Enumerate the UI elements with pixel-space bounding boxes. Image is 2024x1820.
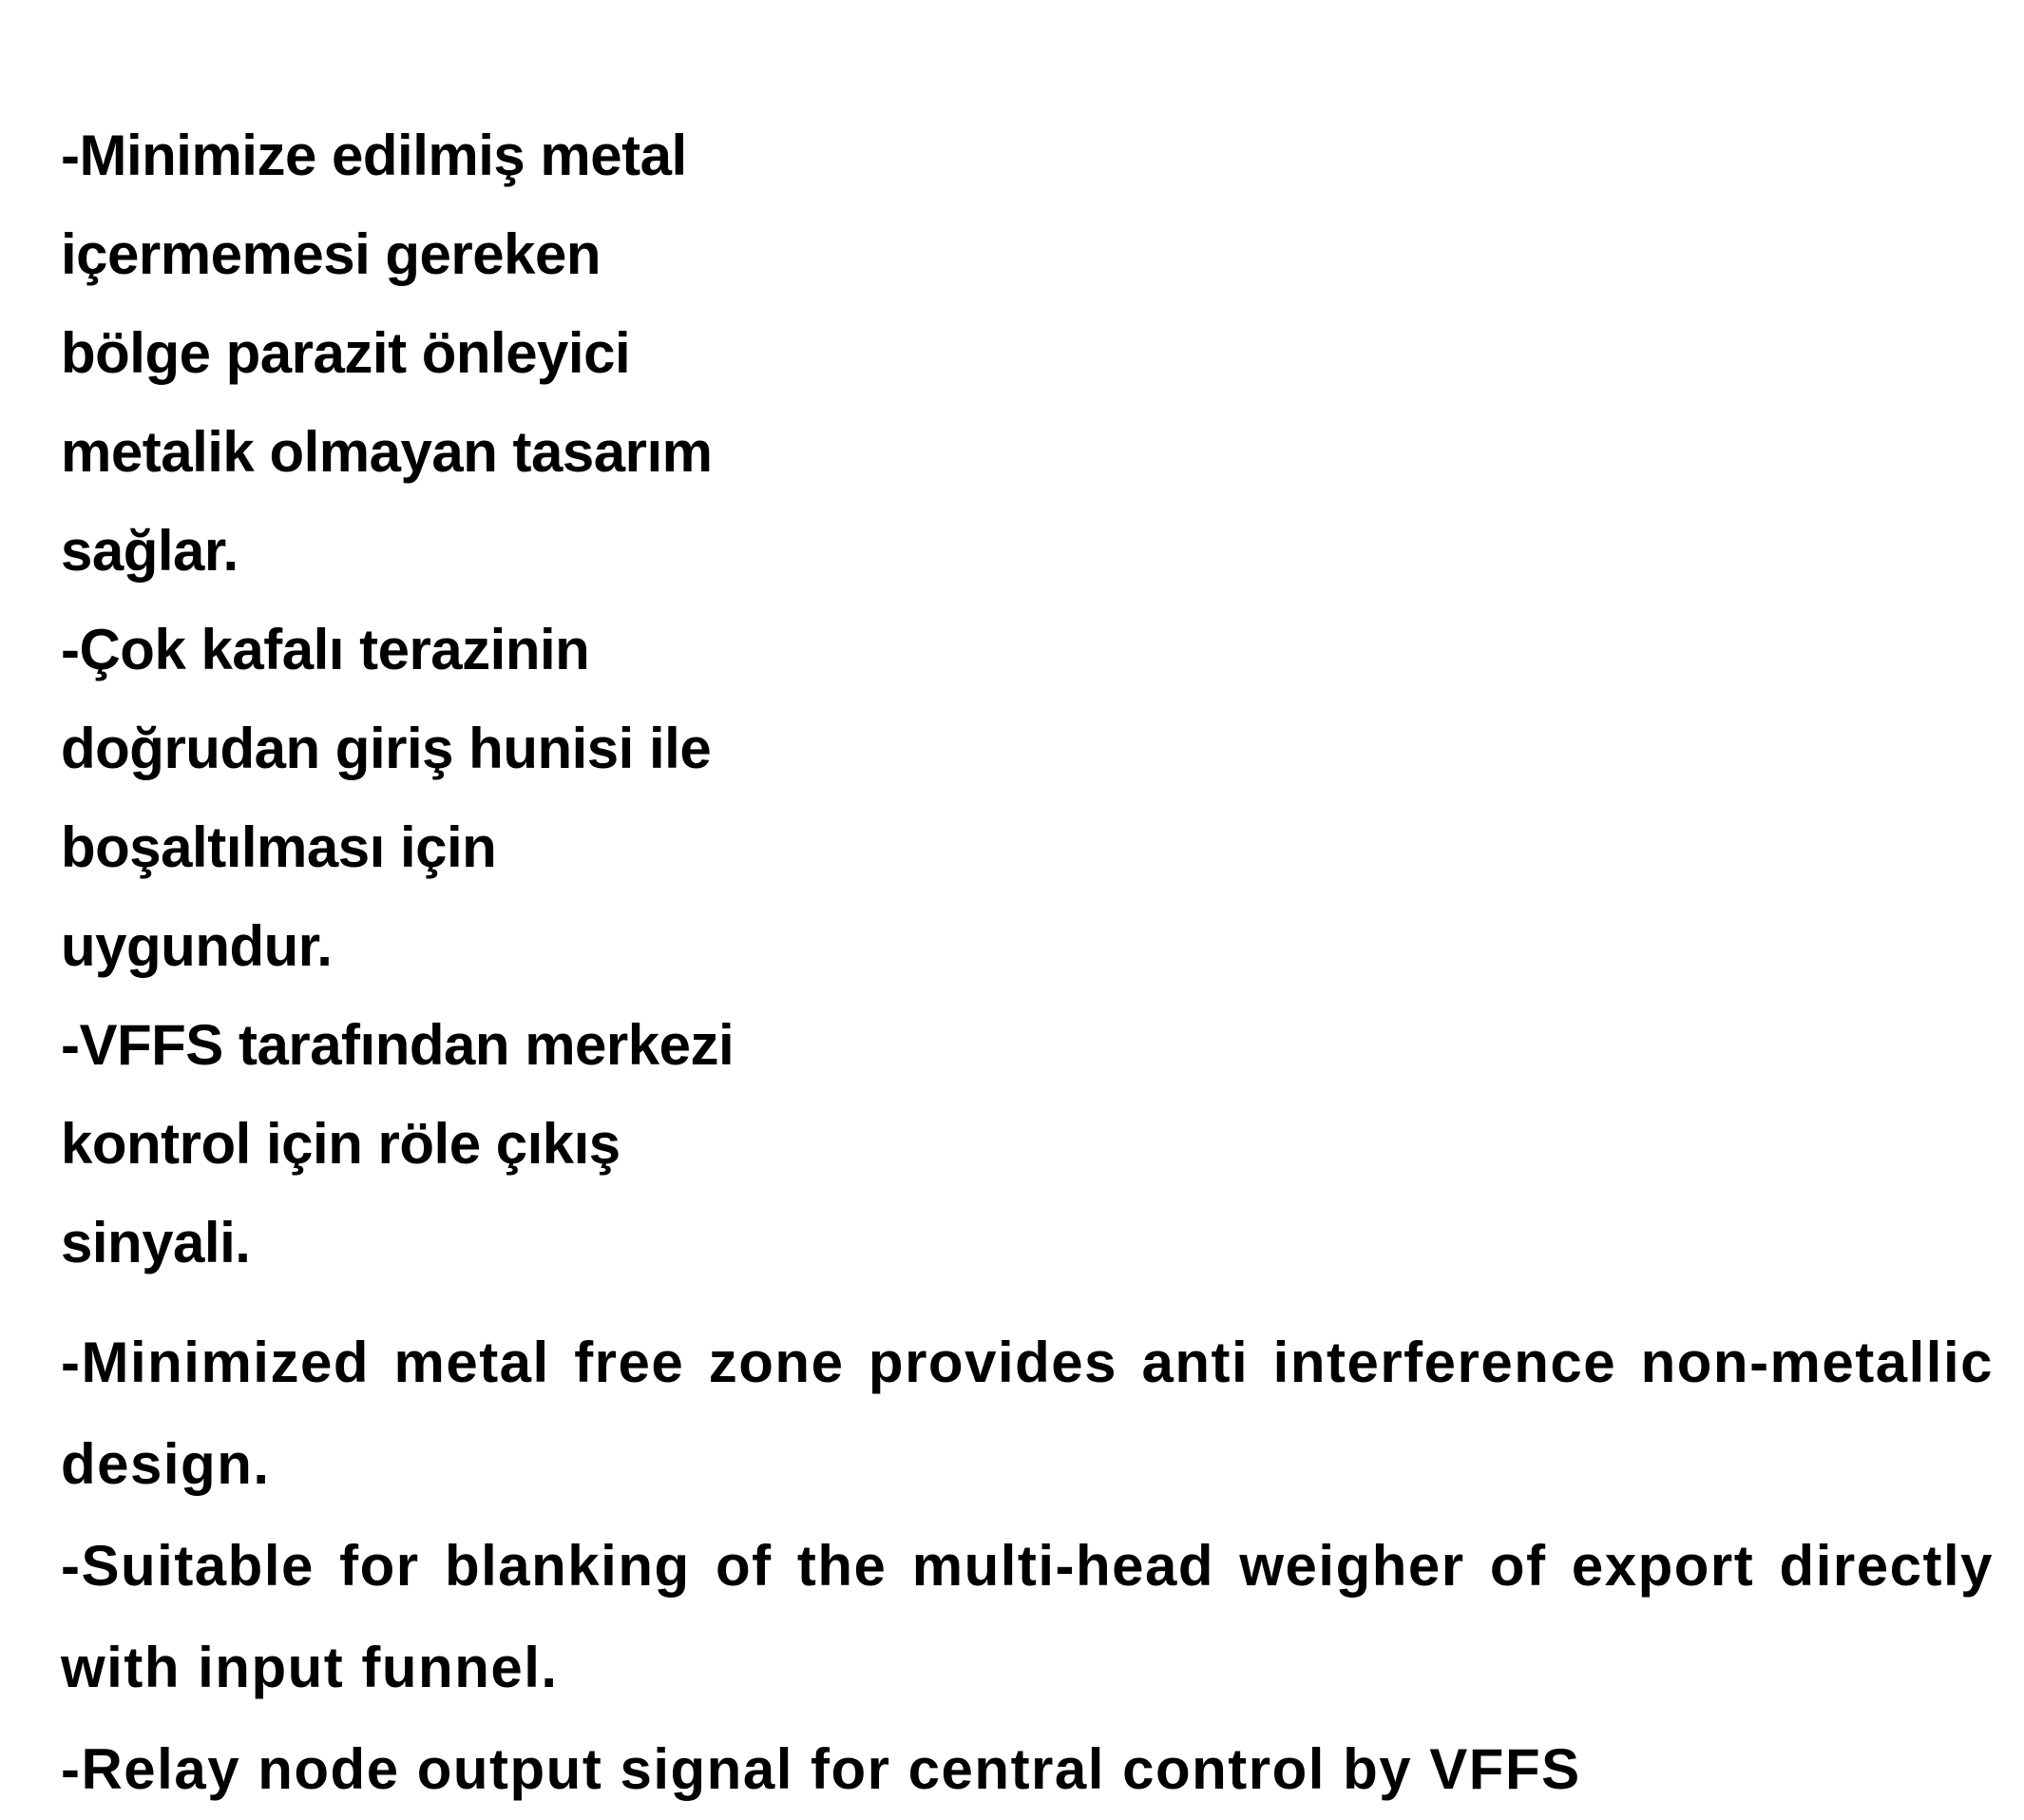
- turkish-line: metalik olmayan tasarım: [61, 420, 713, 484]
- english-feature-paragraph: -Suitable for blanking of the multi-head weigher of export directly with input funnel.: [61, 1534, 1994, 1699]
- turkish-feature-list: [61, 106, 1011, 1293]
- turkish-line: -Minimize edilmiş metal: [61, 124, 687, 187]
- english-feature-list: [61, 1312, 1994, 1820]
- english-feature-paragraph: -Minimized metal free zone provides anti interference non-metallic design.: [61, 1331, 1994, 1496]
- turkish-line: -VFFS tarafından merkezi: [61, 1013, 735, 1077]
- turkish-line: boşaltılması için: [61, 815, 497, 879]
- turkish-line: sinyali.: [61, 1211, 251, 1274]
- turkish-line: sağlar.: [61, 519, 239, 583]
- turkish-line: -Çok kafalı terazinin: [61, 618, 590, 681]
- turkish-line: uygundur.: [61, 914, 333, 978]
- turkish-line: kontrol için röle çıkış: [61, 1112, 621, 1176]
- turkish-line: doğrudan giriş hunisi ile: [61, 717, 712, 780]
- english-feature-paragraph: -Relay node output signal for central control by VFFS: [61, 1737, 1581, 1801]
- turkish-line: bölge parazit önleyici: [61, 321, 631, 385]
- turkish-line: içermemesi gereken: [61, 222, 601, 286]
